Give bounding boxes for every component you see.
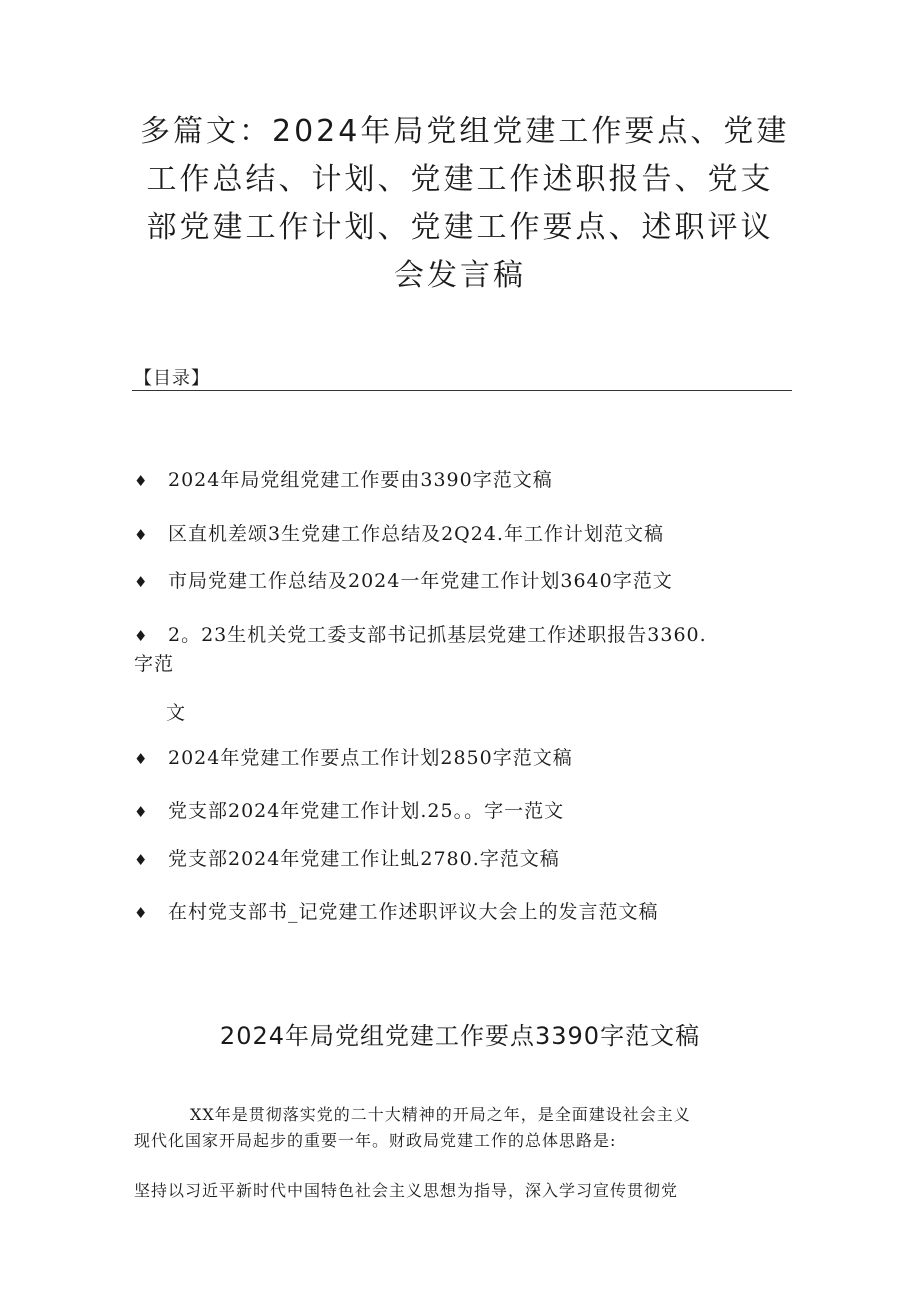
document-title [140, 108, 790, 300]
toc-item-text: 2024年党建工作要点工作计划2850字范文稿 [168, 747, 573, 769]
toc-item-text: 市局党建工作总结及2024一年党建工作计划3640字范文 [168, 570, 673, 592]
diamond-bullet-icon: ♦ [134, 803, 149, 821]
toc-item-text: 2024年局党组党建工作要由3390字范文稿 [168, 469, 553, 491]
paragraph-line: XX年是贯彻落实党的二十大精神的开局之年，是全面建设社会主义 [190, 1105, 691, 1124]
toc-item-text: 党支部2024年党建工作计划.25。。字一范文 [168, 800, 565, 822]
toc-item [134, 465, 553, 492]
section-title: 2024年局党组党建工作要点3390字范文稿 [219, 1022, 701, 1050]
title-line: 部党建工作计划、党建工作要点、述职评议 [146, 210, 774, 245]
toc-item [134, 897, 659, 924]
toc-item [134, 566, 673, 593]
diamond-bullet-icon: ♦ [134, 472, 149, 490]
diamond-bullet-icon: ♦ [134, 904, 149, 922]
toc-item-text: 区直机差颂3生党建工作总结及2Q24.年工作计划范文稿 [168, 523, 664, 545]
diamond-bullet-icon: ♦ [134, 851, 149, 869]
title-line: 会发言稿 [394, 258, 526, 293]
toc-divider [132, 390, 792, 391]
diamond-bullet-icon: ♦ [134, 627, 149, 645]
toc-item [134, 796, 564, 823]
toc-item [134, 621, 707, 678]
toc-item-text: 在村党支部书_记党建工作述职评议大会上的发言范文稿 [168, 901, 659, 923]
title-line: 多篇文：2024年局党组党建工作要点、党建 [140, 114, 790, 149]
toc-item-continuation: 文 [166, 702, 186, 724]
toc-heading: 【目录】 [134, 368, 210, 389]
paragraph-line: 现代化国家开局起步的重要一年。财政局党建工作的总体思路是: [134, 1131, 617, 1150]
toc-item-text: 2。23生机关党工委支部书记抓基层党建工作述职报告3360. [168, 624, 707, 646]
toc-item-text: 党支部2024年党建工作让虬2780.字范文稿 [168, 848, 560, 870]
paragraph-line: 坚持以习近平新时代中国特色社会主义思想为指导，深入学习宣传贯彻党 [134, 1181, 679, 1200]
toc-item [134, 743, 573, 770]
diamond-bullet-icon: ♦ [134, 750, 149, 768]
diamond-bullet-icon: ♦ [134, 573, 149, 591]
diamond-bullet-icon: ♦ [134, 526, 149, 544]
toc-item-continuation: 字范 [134, 653, 175, 675]
toc-item [134, 844, 560, 871]
toc-item [134, 519, 664, 546]
title-line: 工作总结、计划、党建工作述职报告、党支 [146, 162, 774, 197]
